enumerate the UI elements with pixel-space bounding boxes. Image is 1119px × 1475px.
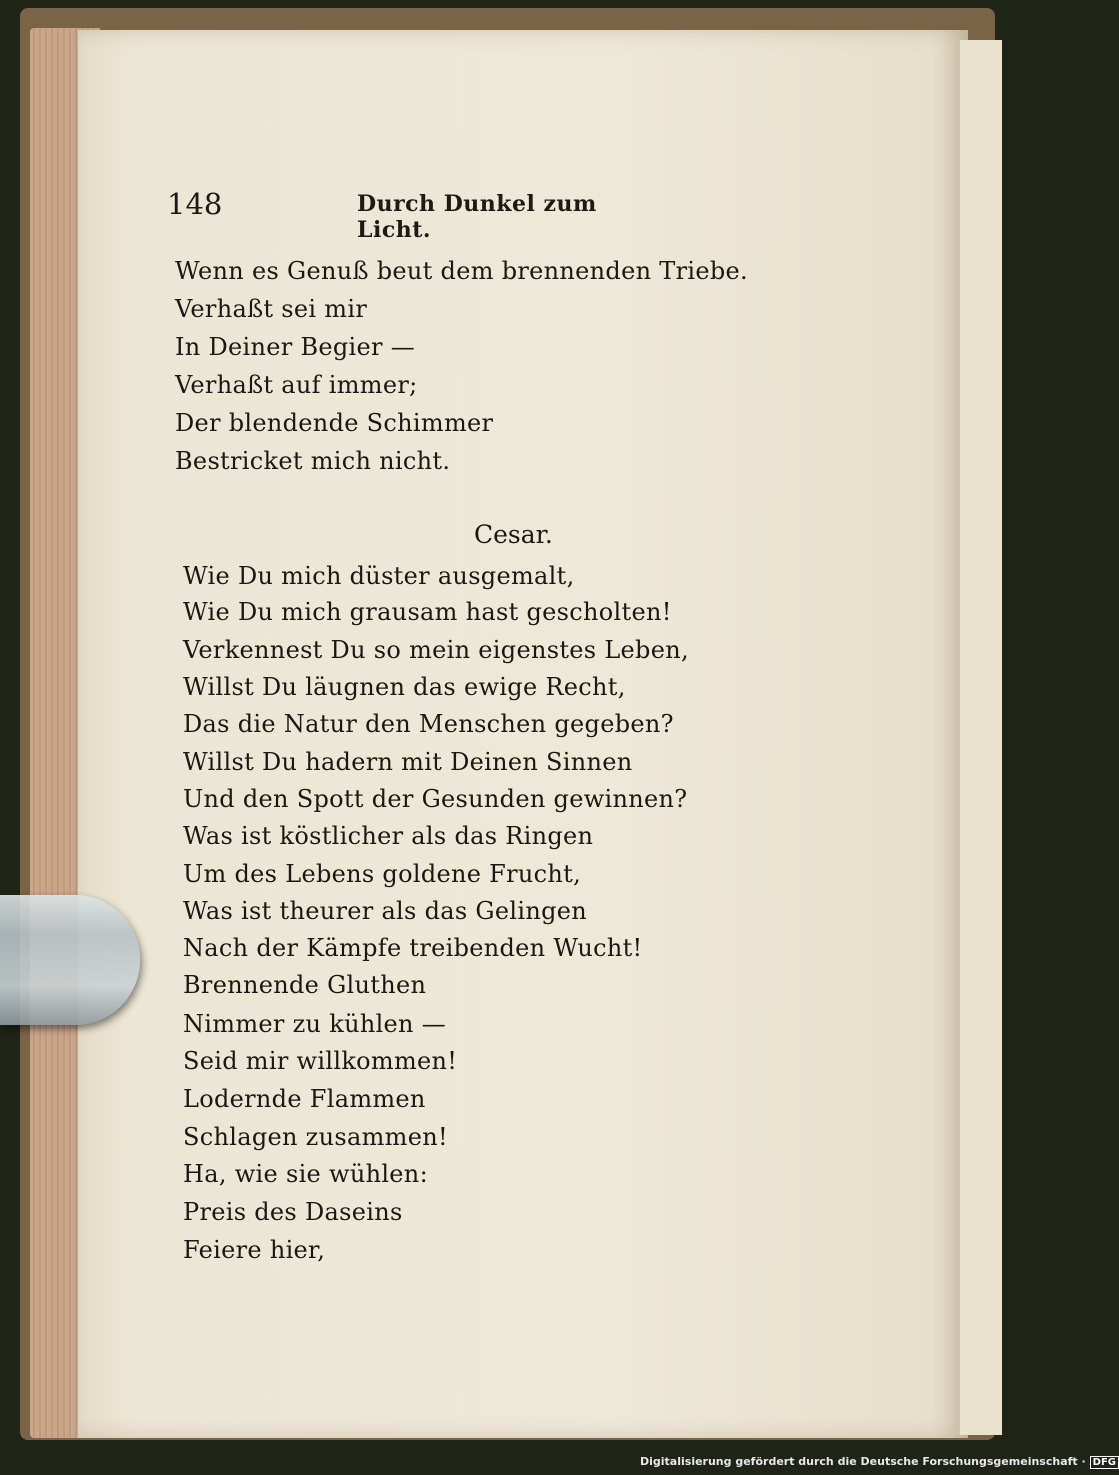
poem-line: Was ist theurer als das Gelingen (183, 897, 587, 925)
poem-line: In Deiner Begier — (175, 333, 416, 361)
dfg-logo: DFG (1090, 1456, 1119, 1469)
footer-credit (640, 1455, 1119, 1469)
poem-line: Verhaßt auf immer; (175, 371, 418, 399)
poem-line: Wenn es Genuß beut dem brennenden Triebe. (175, 257, 748, 285)
poem-line: Feiere hier, (183, 1236, 326, 1264)
poem-line: Um des Lebens goldene Frucht, (183, 860, 582, 888)
poem-line: Nimmer zu kühlen — (183, 1010, 447, 1038)
poem-line: Preis des Daseins (183, 1198, 403, 1226)
page-clip (0, 895, 140, 1025)
poem-line: Wie Du mich grausam hast gescholten! (183, 598, 672, 626)
running-title: Durch Dunkel zum Licht. (357, 191, 597, 243)
poem-line: Ha, wie sie wühlen: (183, 1160, 428, 1188)
page-header (167, 187, 667, 243)
poem-line: Und den Spott der Gesunden gewinnen? (183, 785, 688, 813)
poem-line: Lodernde Flammen (183, 1085, 426, 1113)
poem-line: Brennende Gluthen (183, 971, 427, 999)
poem-line: Schlagen zusammen! (183, 1123, 448, 1151)
poem-line: Das die Natur den Menschen gegeben? (183, 710, 674, 738)
poem-line: Verhaßt sei mir (175, 295, 368, 323)
footer-text: Digitalisierung gefördert durch die Deutsche Forschungsgemeinschaft · (640, 1455, 1086, 1468)
poem-line: Nach der Kämpfe treibenden Wucht! (183, 934, 643, 962)
poem-line: Der blendende Schimmer (175, 409, 494, 437)
speaker-name: Cesar. (474, 520, 553, 549)
poem-line: Verkennest Du so mein eigenstes Leben, (183, 636, 689, 664)
next-page-edge (958, 40, 1002, 1435)
poem-line: Seid mir willkommen! (183, 1047, 458, 1075)
poem-line: Was ist köstlicher als das Ringen (183, 822, 594, 850)
poem-line: Willst Du läugnen das ewige Recht, (183, 673, 626, 701)
poem-line: Willst Du hadern mit Deinen Sinnen (183, 748, 633, 776)
poem-line: Bestricket mich nicht. (175, 447, 451, 475)
page-number: 148 (167, 187, 223, 221)
poem-line: Wie Du mich düster ausgemalt, (183, 562, 575, 590)
